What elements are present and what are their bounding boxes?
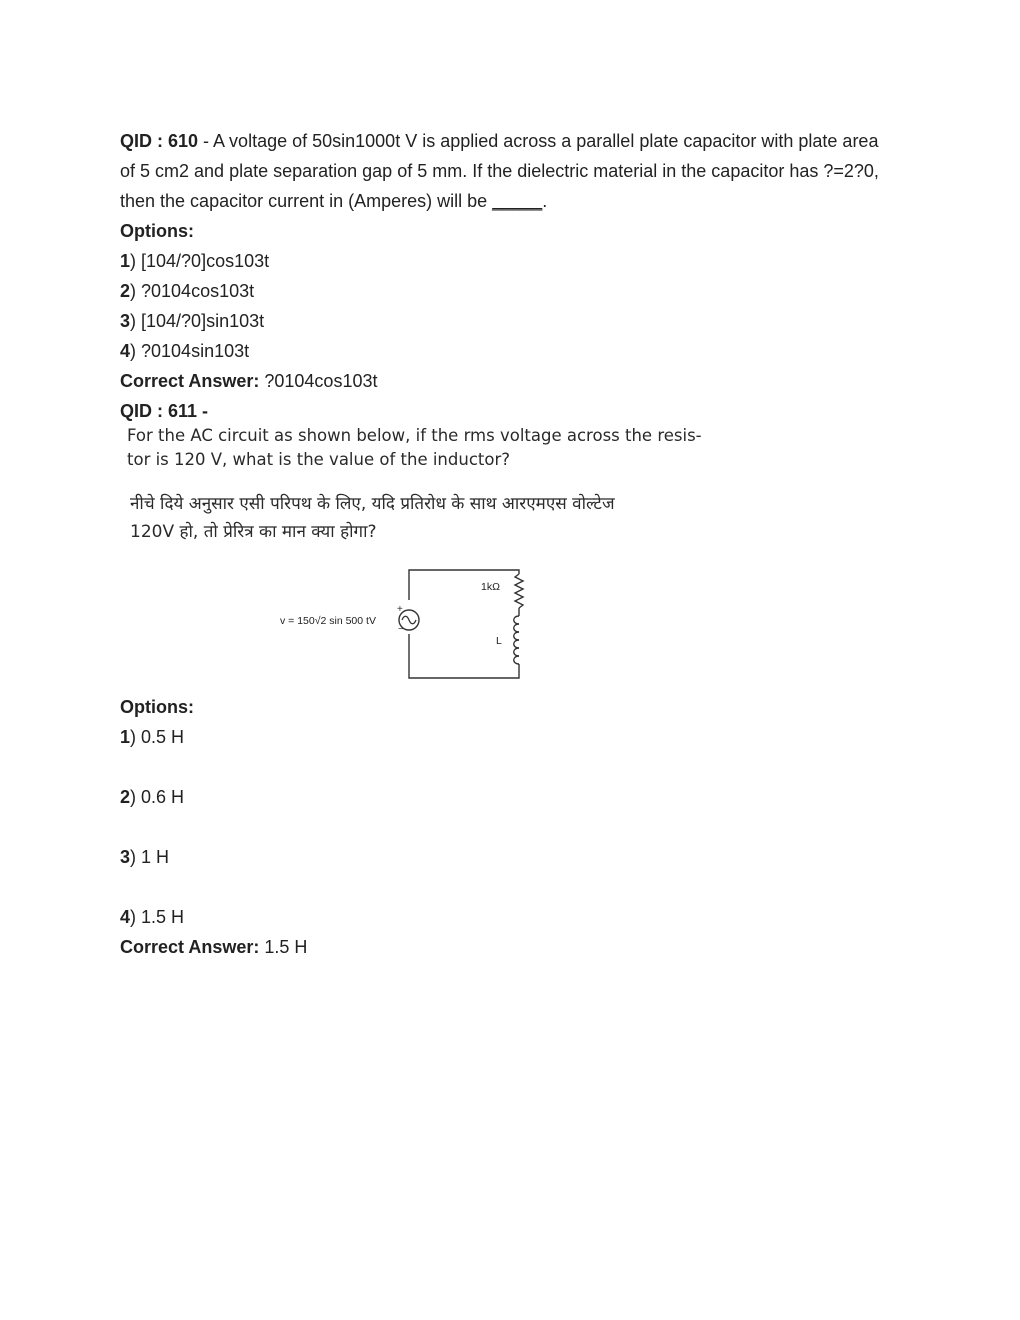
circuit-diagram [274, 564, 534, 684]
q611-option-4 [120, 902, 910, 932]
q611-option-3 [120, 842, 910, 902]
option-text: ) 1 H [130, 847, 170, 867]
q611-qid-label: QID : 611 [120, 401, 198, 421]
q610-line-1 [120, 126, 910, 156]
q610-option-4 [120, 336, 910, 366]
q610-separator: - [198, 131, 214, 151]
q611-en-line-2: tor is 120 V, what is the value of the inductor? [127, 450, 510, 469]
plus-sign: + [397, 604, 403, 615]
option-number: 4 [120, 341, 131, 361]
q610-line-3 [120, 186, 910, 216]
bottom-wire [409, 634, 519, 678]
option-text: ) 0.6 H [130, 787, 185, 807]
q610-answer-blank: _____ [492, 191, 543, 211]
q611-correct-answer [120, 932, 910, 962]
q610-text-line-3-end: . [542, 191, 548, 211]
q611-options-label: Options: [120, 697, 194, 717]
correct-answer-value: ?0104cos103t [259, 371, 378, 391]
option-text: ) [104/?0]cos103t [130, 251, 270, 271]
resistor-label: 1kΩ [481, 581, 500, 593]
q610-option-2 [120, 276, 910, 306]
q611-header [120, 396, 910, 426]
q611-question-image [124, 424, 704, 692]
option-number: 2 [120, 787, 131, 807]
option-number: 3 [120, 847, 131, 867]
q610-qid-label: QID : 610 [120, 131, 199, 151]
option-number: 1 [120, 727, 131, 747]
q610-option-1 [120, 246, 910, 276]
correct-answer-label: Correct Answer: [120, 937, 260, 957]
q611-separator: - [197, 401, 209, 421]
q610-text-line-1: A voltage of 50sin1000t V is applied across a parallel plate capacitor with plate area [213, 131, 879, 151]
option-text: ) [104/?0]sin103t [130, 311, 265, 331]
inductor-symbol [514, 616, 519, 674]
q611-hi-line-2: 120V हो, तो प्रेरित्र का मान क्या होगा? [130, 522, 377, 542]
inductor-label: L [496, 635, 502, 647]
source-voltage-label: v = 150√2 sin 500 tV [280, 615, 376, 627]
q611-english-text [127, 424, 707, 472]
q611-hindi-text [130, 490, 710, 546]
q611-en-line-1: For the AC circuit as shown below, if the rms voltage across the resis- [127, 426, 702, 445]
q610-text-line-3: then the capacitor current in (Amperes) will be [120, 191, 493, 211]
q610-option-3 [120, 306, 910, 336]
q610-text-line-2: of 5 cm2 and plate separation gap of 5 mm. If the dielectric material in the capacitor has ?=2?0, [120, 161, 879, 181]
q611-hi-line-1: नीचे दिये अनुसार एसी परिपथ के लिए, यदि प्रतिरोध के साथ आरएमएस वोल्टेज [130, 494, 615, 514]
q611-option-1 [120, 722, 910, 782]
q611-option-2 [120, 782, 910, 842]
top-wire [409, 570, 519, 600]
option-text: ) ?0104cos103t [130, 281, 255, 301]
option-text: ) 0.5 H [130, 727, 185, 747]
correct-answer-label: Correct Answer: [120, 371, 260, 391]
q610-line-2 [120, 156, 910, 186]
q610-options-label: Options: [120, 221, 194, 241]
option-number: 4 [120, 907, 131, 927]
resistor-symbol [515, 574, 523, 608]
document-page [120, 126, 910, 962]
q610-correct-answer [120, 366, 910, 396]
option-number: 2 [120, 281, 131, 301]
option-text: ) 1.5 H [130, 907, 185, 927]
option-number: 1 [120, 251, 131, 271]
question-610 [120, 126, 910, 216]
option-text: ) ?0104sin103t [130, 341, 250, 361]
option-number: 3 [120, 311, 131, 331]
minus-sign: − [398, 624, 404, 635]
correct-answer-value: 1.5 H [259, 937, 308, 957]
